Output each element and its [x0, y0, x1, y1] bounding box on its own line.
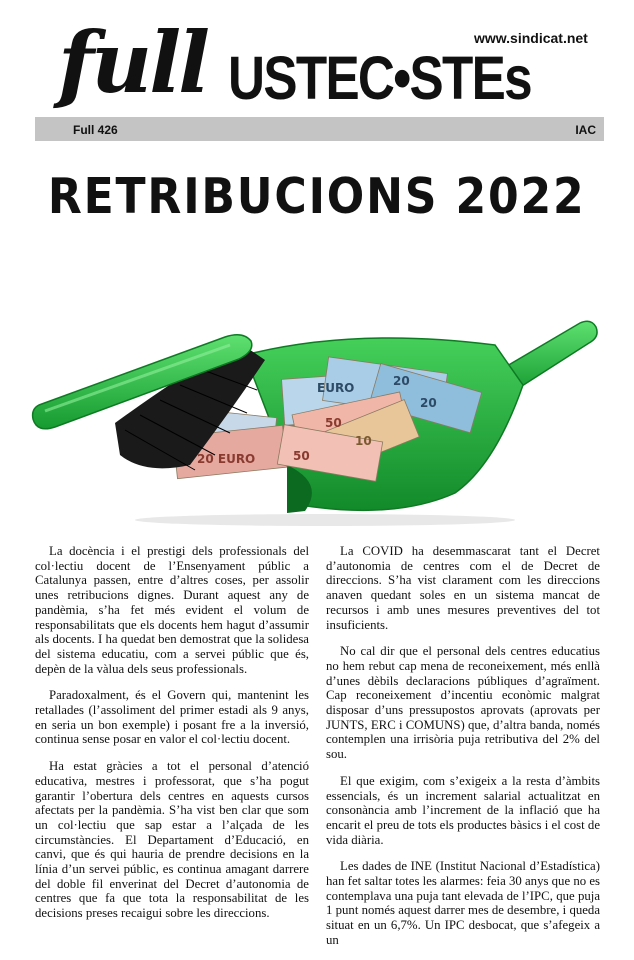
- masthead-brand-logo: USTEC•STEs: [228, 44, 531, 112]
- article-column-right: [326, 544, 600, 960]
- paragraph: La docència i el prestigi dels professionals del col·lectiu docent de l’Ensenyament públic a Catalunya passen, entre d’altres coses, per assolir unes retribucions dignes. Durant aquest any de pandèmia, s’ha fet més evident el volum de responsabilitats que els docents hem hagut d’assumir als docents. I ha quedat ben demostrat que la solidesa del sistema educatiu, com a servei públic que és, depèn de la vàlua dels seus professionals.: [35, 544, 309, 676]
- dustpan-banknotes-icon: [25, 315, 609, 530]
- masthead-full-logo: full: [58, 13, 208, 112]
- paragraph: La COVID ha desemmascarat tant el Decret d’autonomia de centres com el de Decret de direccions. S’ha vist clarament com les direccions anaven quedant soles en un sistema mancat de recursos i amb unes mesures preventives del tot insuficients.: [326, 544, 600, 632]
- issue-org: IAC: [575, 123, 596, 137]
- paragraph: No cal dir que el personal dels centres educatius no hem rebut cap mena de reconeixement, més enllà d’unes dèbils declaracions públiques d’agraïment. Cap reconeixement d’incentiu econòmic malgrat disposar d’uns pressupostos aprovats (aprovats per JUNTS, ERC i COMUNS) que, d’altra banda, només contemplen una irrisòria puja retributiva del 2% del sou.: [326, 644, 600, 762]
- svg-text:20: 20: [393, 374, 410, 388]
- headline-text: RETRIBUCIONS 2022: [48, 168, 586, 225]
- svg-text:20 EURO: 20 EURO: [197, 452, 256, 466]
- article-column-left: [35, 544, 309, 933]
- svg-text:50: 50: [325, 416, 342, 430]
- headline: [0, 168, 634, 226]
- masthead-url[interactable]: www.sindicat.net: [474, 30, 588, 46]
- paragraph: Ha estat gràcies a tot el personal d’atenció educativa, mestres i professorat, que s’ha pogut garantir l’obertura dels centres en aquests cursos afectats per la pandèmia. S’ha vist ben clar que som un col·lectiu que sap estar a l’alçada de les circumstàncies. El Departament d’Educació, en canvi, que és qui hauria de prendre decisions en la línia d’un servei públic, es continua amagant darrere del doble fil enverinat del Decret d’autonomia de centres que fa que tota la responsabilitat de les decisions preses recaigui sobre les direccions.: [35, 759, 309, 921]
- svg-text:10: 10: [355, 434, 372, 448]
- paragraph: Les dades de INE (Institut Nacional d’Estadística) han fet saltar totes les alarmes: feia 30 anys que no es contemplava una puja tant elevada de l’IPC, que puja 1 punt només aquest darrer mes de desembre, i queda situat en un 6,7%. Un IPC desbocat, que s’afegeix a un: [326, 859, 600, 947]
- paragraph: El que exigim, com s’exigeix a la resta d’àmbits essencials, és un increment salarial actualitzat en consonància amb l’increment de la inflació que ha encarit el preu de tots els productes bàsics i el cost de vida diària.: [326, 773, 600, 847]
- issue-number: Full 426: [73, 123, 118, 137]
- issue-bar: [35, 117, 604, 141]
- paragraph: Paradoxalment, és el Govern qui, mantenint les retallades (l’assoliment del primer estadi als 9 anys, en seria un bon exemple) i posant fre a la inversió, continua sense posar en valor el col·lectiu docent.: [35, 688, 309, 747]
- svg-text:50: 50: [293, 449, 310, 463]
- svg-text:EURO: EURO: [317, 381, 355, 395]
- svg-text:20: 20: [420, 396, 437, 410]
